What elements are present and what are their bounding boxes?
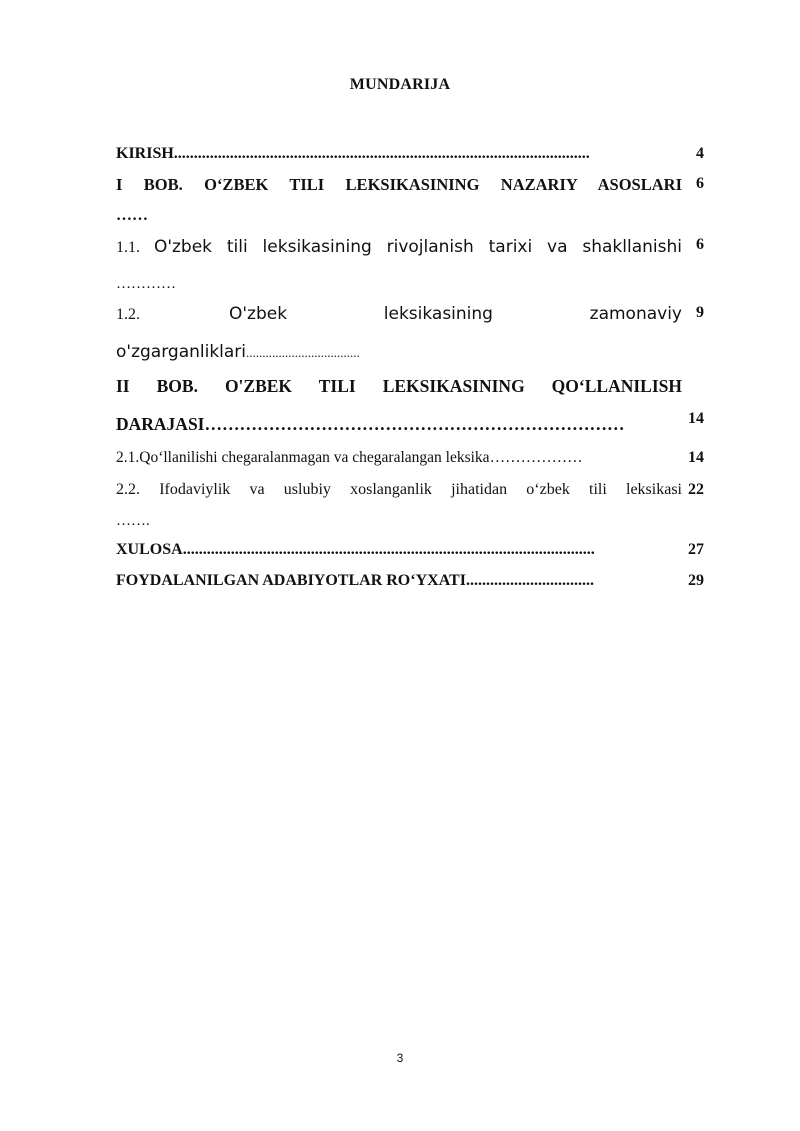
toc-entry-title: II BOB. O'ZBEK TILI LEKSIKASINING QO‘LLANILISH xyxy=(116,376,682,396)
toc-page-number: 29 xyxy=(688,572,704,589)
toc-entry-title: FOYDALANILGAN ADABIYOTLAR RO‘YXATI xyxy=(116,572,466,589)
toc-page-number: 14 xyxy=(688,449,704,466)
toc-leader-dots: ……. xyxy=(116,513,150,529)
toc-page-number: 6 xyxy=(696,175,704,192)
toc-leader-dots: ……………… xyxy=(489,449,583,466)
toc-entry-title: O'zbek tili leksikasining rivojlanish tarixi va shakllanishi xyxy=(153,237,682,257)
toc-page-number: 4 xyxy=(696,145,704,162)
toc-leader-dots: ………… xyxy=(116,276,176,292)
document-title: MUNDARIJA xyxy=(349,76,451,93)
toc-page-number: 27 xyxy=(688,541,704,558)
toc-section-number: 1.2. xyxy=(116,306,140,323)
toc-leader-dots: ........................................................................................................ xyxy=(173,145,590,162)
toc-leader-dots: ................................ xyxy=(465,572,594,589)
toc-entry-title: I BOB. O‘ZBEK TILI LEKSIKASINING NAZARIY ASOSLARI xyxy=(116,175,682,194)
toc-entry-title: KIRISH xyxy=(116,145,174,162)
toc-leader-dots: …… xyxy=(116,207,148,224)
toc-page-number: 22 xyxy=(688,481,704,498)
toc-entry-title: O'zbek leksikasining zamonaviy xyxy=(229,304,682,324)
toc-leader-dots: ……………………………………………………………… xyxy=(204,414,625,434)
toc-leader-dots: ....................................................................................................... xyxy=(182,541,595,558)
toc-entry-title: 2.2. Ifodaviylik va uslubiy xoslanganlik jihatidan o‘zbek tili leksikasi xyxy=(116,481,682,498)
toc-entry-title: XULOSA xyxy=(116,541,183,558)
toc-page-number: 9 xyxy=(696,304,704,321)
toc-leader-dots: ................................... xyxy=(246,345,360,360)
toc-page-number: 6 xyxy=(696,236,704,253)
toc-entry-title-continued: o'zgarganliklari xyxy=(116,342,247,362)
toc-entry-title-continued: DARAJASI xyxy=(116,414,205,434)
toc-section-number: 1.1. xyxy=(116,239,140,256)
toc-entry-title: 2.1.Qo‘llanilishi chegaralanmagan va chegaralangan leksika xyxy=(116,449,490,466)
toc-page-number: 14 xyxy=(688,410,704,427)
page-number: 3 xyxy=(396,1051,404,1065)
